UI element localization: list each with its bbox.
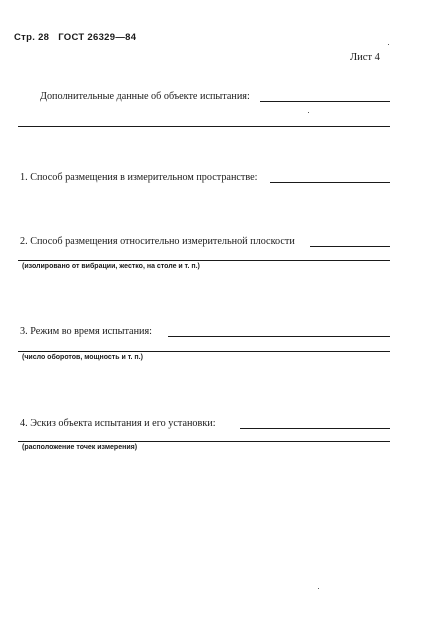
item-4-text: 4. Эскиз объекта испытания и его установки: [20,418,216,429]
item-3-extra-line [18,351,390,352]
item-4-note: (расположение точек измерения) [22,444,138,451]
sheet-number: Лист 4 [350,52,380,63]
item-2-fill-line [310,246,390,247]
item-2-text: 2. Способ размещения относительно измерительной плоскости [20,236,295,247]
item-3-fill-line [168,336,390,337]
item-4-fill-line [240,428,390,429]
item-3-note: (число оборотов, мощность и т. п.) [22,354,143,361]
item-4-extra-line [18,441,390,442]
item-1-fill-line [270,182,390,183]
intro-label: Дополнительные данные об объекте испытания: [40,91,250,102]
item-3-text: 3. Режим во время испытания: [20,326,152,337]
item-1-text: 1. Способ размещения в измерительном пространстве: [20,172,258,183]
scan-speck [308,112,309,113]
standard-code: ГОСТ 26329—84 [58,32,137,43]
intro-fill-line [260,101,390,102]
item-2-note: (изолировано от вибрации, жестко, на столе и т. п.) [22,263,200,270]
item-2-extra-line [18,260,390,261]
scan-speck [318,588,319,589]
scan-speck [388,44,389,45]
page-header [14,32,142,43]
intro-extra-line [18,126,390,127]
page-number: Стр. 28 [14,32,50,43]
